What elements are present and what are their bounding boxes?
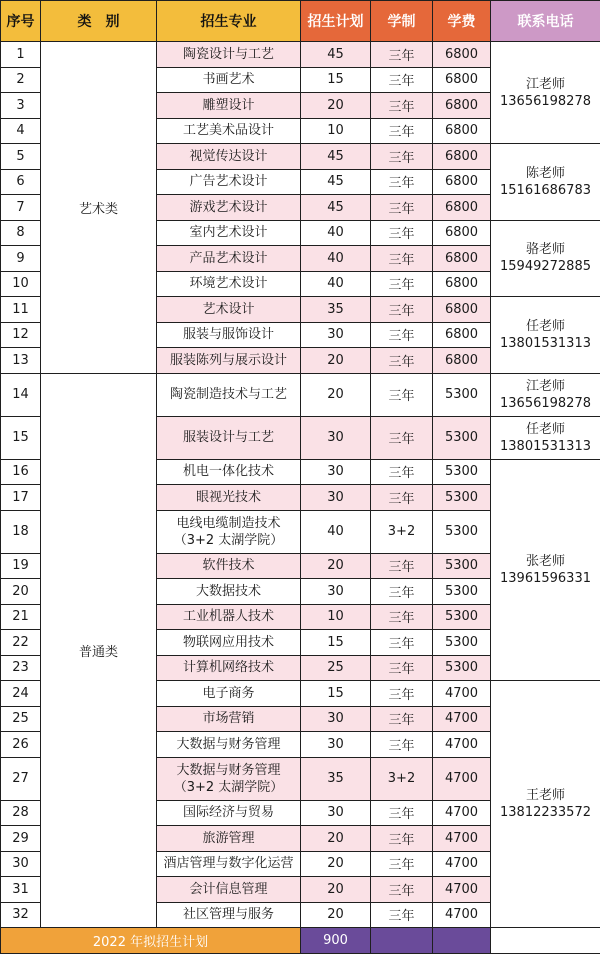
major-cell: [157, 630, 301, 656]
major-name-line: 游戏艺术设计: [157, 199, 300, 216]
major-name-line: 书画艺术: [157, 71, 300, 88]
fee-cell: 6800: [433, 67, 491, 93]
major-name-line: 陶瓷制造技术与工艺: [157, 386, 300, 403]
row-index: 27: [1, 757, 41, 800]
row-index: 25: [1, 706, 41, 732]
footer-label: 2022 年拟招生计划: [1, 928, 301, 954]
row-index: 13: [1, 348, 41, 374]
row-index: 31: [1, 877, 41, 903]
major-cell: [157, 757, 301, 800]
row-index: 28: [1, 800, 41, 826]
fee-cell: 6800: [433, 322, 491, 348]
table-row: [1, 42, 600, 68]
row-index: 8: [1, 220, 41, 246]
plan-cell: 45: [301, 42, 371, 68]
major-name-line: 工业机器人技术: [157, 608, 300, 625]
duration-cell: 三年: [371, 373, 433, 416]
major-cell: [157, 510, 301, 553]
plan-cell: 45: [301, 169, 371, 195]
header-fee: 学费: [433, 1, 491, 42]
major-name-line: 工艺美术品设计: [157, 122, 300, 139]
fee-cell: 4700: [433, 877, 491, 903]
fee-cell: 5300: [433, 553, 491, 579]
footer-row: [1, 928, 600, 954]
duration-cell: 三年: [371, 169, 433, 195]
duration-cell: 三年: [371, 195, 433, 221]
plan-cell: 20: [301, 373, 371, 416]
major-name-line: 雕塑设计: [157, 97, 300, 114]
contact-name: 张老师: [491, 553, 600, 570]
row-index: 12: [1, 322, 41, 348]
contact-phone: 13656198278: [491, 395, 600, 412]
footer-empty-fee: [433, 928, 491, 954]
major-cell: [157, 195, 301, 221]
major-cell: [157, 322, 301, 348]
duration-cell: 三年: [371, 902, 433, 928]
major-name-line: 产品艺术设计: [157, 250, 300, 267]
duration-cell: 三年: [371, 348, 433, 374]
major-name-line: 室内艺术设计: [157, 224, 300, 241]
fee-cell: 4700: [433, 902, 491, 928]
major-name-line: 电线电缆制造技术: [157, 515, 300, 532]
fee-cell: 6800: [433, 348, 491, 374]
major-cell: [157, 579, 301, 605]
row-index: 14: [1, 373, 41, 416]
duration-cell: 三年: [371, 800, 433, 826]
row-index: 30: [1, 851, 41, 877]
fee-cell: 5300: [433, 510, 491, 553]
duration-cell: 三年: [371, 851, 433, 877]
major-cell: [157, 553, 301, 579]
fee-cell: 6800: [433, 42, 491, 68]
major-name-line: 旅游管理: [157, 830, 300, 847]
plan-cell: 20: [301, 902, 371, 928]
row-index: 6: [1, 169, 41, 195]
row-index: 19: [1, 553, 41, 579]
major-cell: [157, 297, 301, 323]
major-name-line: 大数据与财务管理: [157, 736, 300, 753]
row-index: 3: [1, 93, 41, 119]
contact-phone: 13656198278: [491, 93, 600, 110]
header-contact: 联系电话: [491, 1, 600, 42]
major-cell: [157, 93, 301, 119]
major-cell: [157, 67, 301, 93]
contact-name: 江老师: [491, 76, 600, 93]
contact-cell: [491, 220, 600, 297]
major-name-line: （3+2 太湖学院）: [157, 532, 300, 549]
category-cell: 艺术类: [41, 42, 157, 374]
row-index: 10: [1, 271, 41, 297]
contact-phone: 13961596331: [491, 570, 600, 587]
row-index: 26: [1, 732, 41, 758]
duration-cell: 三年: [371, 732, 433, 758]
plan-cell: 45: [301, 195, 371, 221]
fee-cell: 4700: [433, 800, 491, 826]
major-name-line: 物联网应用技术: [157, 634, 300, 651]
fee-cell: 6800: [433, 271, 491, 297]
duration-cell: 三年: [371, 877, 433, 903]
major-cell: [157, 851, 301, 877]
major-cell: [157, 169, 301, 195]
row-index: 1: [1, 42, 41, 68]
header-index: 序号: [1, 1, 41, 42]
major-name-line: 环境艺术设计: [157, 275, 300, 292]
contact-cell: [491, 416, 600, 459]
row-index: 17: [1, 485, 41, 511]
table-body: [1, 42, 600, 928]
header-category: 类 别: [41, 1, 157, 42]
major-cell: [157, 732, 301, 758]
fee-cell: 5300: [433, 579, 491, 605]
major-name-line: 计算机网络技术: [157, 659, 300, 676]
contact-phone: 15161686783: [491, 182, 600, 199]
major-name-line: 服装设计与工艺: [157, 429, 300, 446]
major-cell: [157, 220, 301, 246]
contact-name: 任老师: [491, 318, 600, 335]
duration-cell: 三年: [371, 459, 433, 485]
major-name-line: 广告艺术设计: [157, 173, 300, 190]
fee-cell: 5300: [433, 373, 491, 416]
row-index: 32: [1, 902, 41, 928]
major-name-line: 软件技术: [157, 557, 300, 574]
row-index: 7: [1, 195, 41, 221]
row-index: 9: [1, 246, 41, 272]
fee-cell: 5300: [433, 630, 491, 656]
row-index: 5: [1, 144, 41, 170]
plan-cell: 15: [301, 630, 371, 656]
plan-cell: 30: [301, 485, 371, 511]
major-name-line: 大数据技术: [157, 583, 300, 600]
plan-cell: 40: [301, 271, 371, 297]
plan-cell: 30: [301, 459, 371, 485]
contact-name: 江老师: [491, 378, 600, 395]
row-index: 21: [1, 604, 41, 630]
plan-cell: 10: [301, 118, 371, 144]
row-index: 29: [1, 826, 41, 852]
major-name-line: （3+2 太湖学院）: [157, 779, 300, 796]
plan-cell: 40: [301, 220, 371, 246]
major-name-line: 陶瓷设计与工艺: [157, 46, 300, 63]
footer-total: 900: [301, 928, 371, 954]
header-duration: 学制: [371, 1, 433, 42]
contact-name: 骆老师: [491, 241, 600, 258]
fee-cell: 4700: [433, 826, 491, 852]
category-cell: 普通类: [41, 373, 157, 928]
duration-cell: 三年: [371, 485, 433, 511]
fee-cell: 5300: [433, 604, 491, 630]
major-name-line: 服装与服饰设计: [157, 326, 300, 343]
row-index: 2: [1, 67, 41, 93]
plan-cell: 20: [301, 348, 371, 374]
major-name-line: 酒店管理与数字化运营: [157, 855, 300, 872]
row-index: 20: [1, 579, 41, 605]
plan-cell: 35: [301, 297, 371, 323]
fee-cell: 6800: [433, 220, 491, 246]
header-plan: 招生计划: [301, 1, 371, 42]
fee-cell: 4700: [433, 851, 491, 877]
major-cell: [157, 604, 301, 630]
plan-cell: 30: [301, 322, 371, 348]
duration-cell: 三年: [371, 118, 433, 144]
major-cell: [157, 144, 301, 170]
duration-cell: 三年: [371, 220, 433, 246]
major-name-line: 艺术设计: [157, 301, 300, 318]
contact-cell: [491, 297, 600, 374]
major-cell: [157, 373, 301, 416]
fee-cell: 5300: [433, 416, 491, 459]
contact-cell: [491, 459, 600, 681]
major-name-line: 会计信息管理: [157, 881, 300, 898]
contact-phone: 13801531313: [491, 438, 600, 455]
fee-cell: 5300: [433, 655, 491, 681]
contact-phone: 15949272885: [491, 258, 600, 275]
major-cell: [157, 826, 301, 852]
fee-cell: 6800: [433, 144, 491, 170]
major-cell: [157, 246, 301, 272]
major-name-line: 市场营销: [157, 710, 300, 727]
fee-cell: 5300: [433, 485, 491, 511]
duration-cell: 三年: [371, 246, 433, 272]
plan-cell: 30: [301, 732, 371, 758]
major-cell: [157, 902, 301, 928]
duration-cell: 三年: [371, 655, 433, 681]
duration-cell: 三年: [371, 144, 433, 170]
row-index: 22: [1, 630, 41, 656]
contact-phone: 13812233572: [491, 804, 600, 821]
plan-cell: 10: [301, 604, 371, 630]
footer-empty-contact: [491, 928, 600, 954]
duration-cell: 三年: [371, 681, 433, 707]
row-index: 23: [1, 655, 41, 681]
plan-cell: 20: [301, 877, 371, 903]
major-name-line: 服装陈列与展示设计: [157, 352, 300, 369]
header-major: 招生专业: [157, 1, 301, 42]
duration-cell: 三年: [371, 604, 433, 630]
duration-cell: 三年: [371, 93, 433, 119]
major-name-line: 电子商务: [157, 685, 300, 702]
major-name-line: 机电一体化技术: [157, 463, 300, 480]
plan-cell: 35: [301, 757, 371, 800]
fee-cell: 4700: [433, 681, 491, 707]
duration-cell: 三年: [371, 579, 433, 605]
fee-cell: 6800: [433, 93, 491, 119]
contact-cell: [491, 373, 600, 416]
duration-cell: 三年: [371, 826, 433, 852]
fee-cell: 4700: [433, 706, 491, 732]
fee-cell: 5300: [433, 459, 491, 485]
contact-cell: [491, 681, 600, 928]
header-row: [1, 1, 600, 42]
major-name-line: 社区管理与服务: [157, 906, 300, 923]
duration-cell: 三年: [371, 706, 433, 732]
plan-cell: 40: [301, 510, 371, 553]
plan-cell: 20: [301, 851, 371, 877]
plan-cell: 20: [301, 826, 371, 852]
table-row: [1, 373, 600, 416]
plan-cell: 30: [301, 416, 371, 459]
plan-cell: 30: [301, 579, 371, 605]
major-cell: [157, 800, 301, 826]
plan-cell: 20: [301, 553, 371, 579]
major-cell: [157, 655, 301, 681]
major-name-line: 眼视光技术: [157, 489, 300, 506]
duration-cell: 三年: [371, 322, 433, 348]
fee-cell: 4700: [433, 757, 491, 800]
duration-cell: 3+2: [371, 757, 433, 800]
fee-cell: 4700: [433, 732, 491, 758]
major-cell: [157, 681, 301, 707]
major-cell: [157, 416, 301, 459]
duration-cell: 三年: [371, 416, 433, 459]
contact-name: 王老师: [491, 787, 600, 804]
fee-cell: 6800: [433, 169, 491, 195]
major-name-line: 视觉传达设计: [157, 148, 300, 165]
fee-cell: 6800: [433, 297, 491, 323]
major-name-line: 大数据与财务管理: [157, 762, 300, 779]
row-index: 15: [1, 416, 41, 459]
duration-cell: 三年: [371, 271, 433, 297]
major-cell: [157, 42, 301, 68]
contact-name: 任老师: [491, 421, 600, 438]
footer-empty-duration: [371, 928, 433, 954]
plan-cell: 30: [301, 706, 371, 732]
plan-cell: 45: [301, 144, 371, 170]
plan-cell: 20: [301, 93, 371, 119]
contact-cell: [491, 42, 600, 144]
fee-cell: 6800: [433, 118, 491, 144]
major-cell: [157, 118, 301, 144]
major-cell: [157, 459, 301, 485]
row-index: 11: [1, 297, 41, 323]
duration-cell: 三年: [371, 630, 433, 656]
row-index: 16: [1, 459, 41, 485]
duration-cell: 三年: [371, 297, 433, 323]
plan-cell: 15: [301, 681, 371, 707]
contact-name: 陈老师: [491, 165, 600, 182]
plan-cell: 25: [301, 655, 371, 681]
duration-cell: 3+2: [371, 510, 433, 553]
duration-cell: 三年: [371, 67, 433, 93]
major-cell: [157, 706, 301, 732]
major-name-line: 国际经济与贸易: [157, 804, 300, 821]
duration-cell: 三年: [371, 553, 433, 579]
fee-cell: 6800: [433, 195, 491, 221]
row-index: 4: [1, 118, 41, 144]
major-cell: [157, 348, 301, 374]
row-index: 18: [1, 510, 41, 553]
duration-cell: 三年: [371, 42, 433, 68]
plan-cell: 15: [301, 67, 371, 93]
major-cell: [157, 877, 301, 903]
major-cell: [157, 271, 301, 297]
contact-phone: 13801531313: [491, 335, 600, 352]
row-index: 24: [1, 681, 41, 707]
major-cell: [157, 485, 301, 511]
fee-cell: 6800: [433, 246, 491, 272]
plan-cell: 30: [301, 800, 371, 826]
plan-cell: 40: [301, 246, 371, 272]
contact-cell: [491, 144, 600, 221]
